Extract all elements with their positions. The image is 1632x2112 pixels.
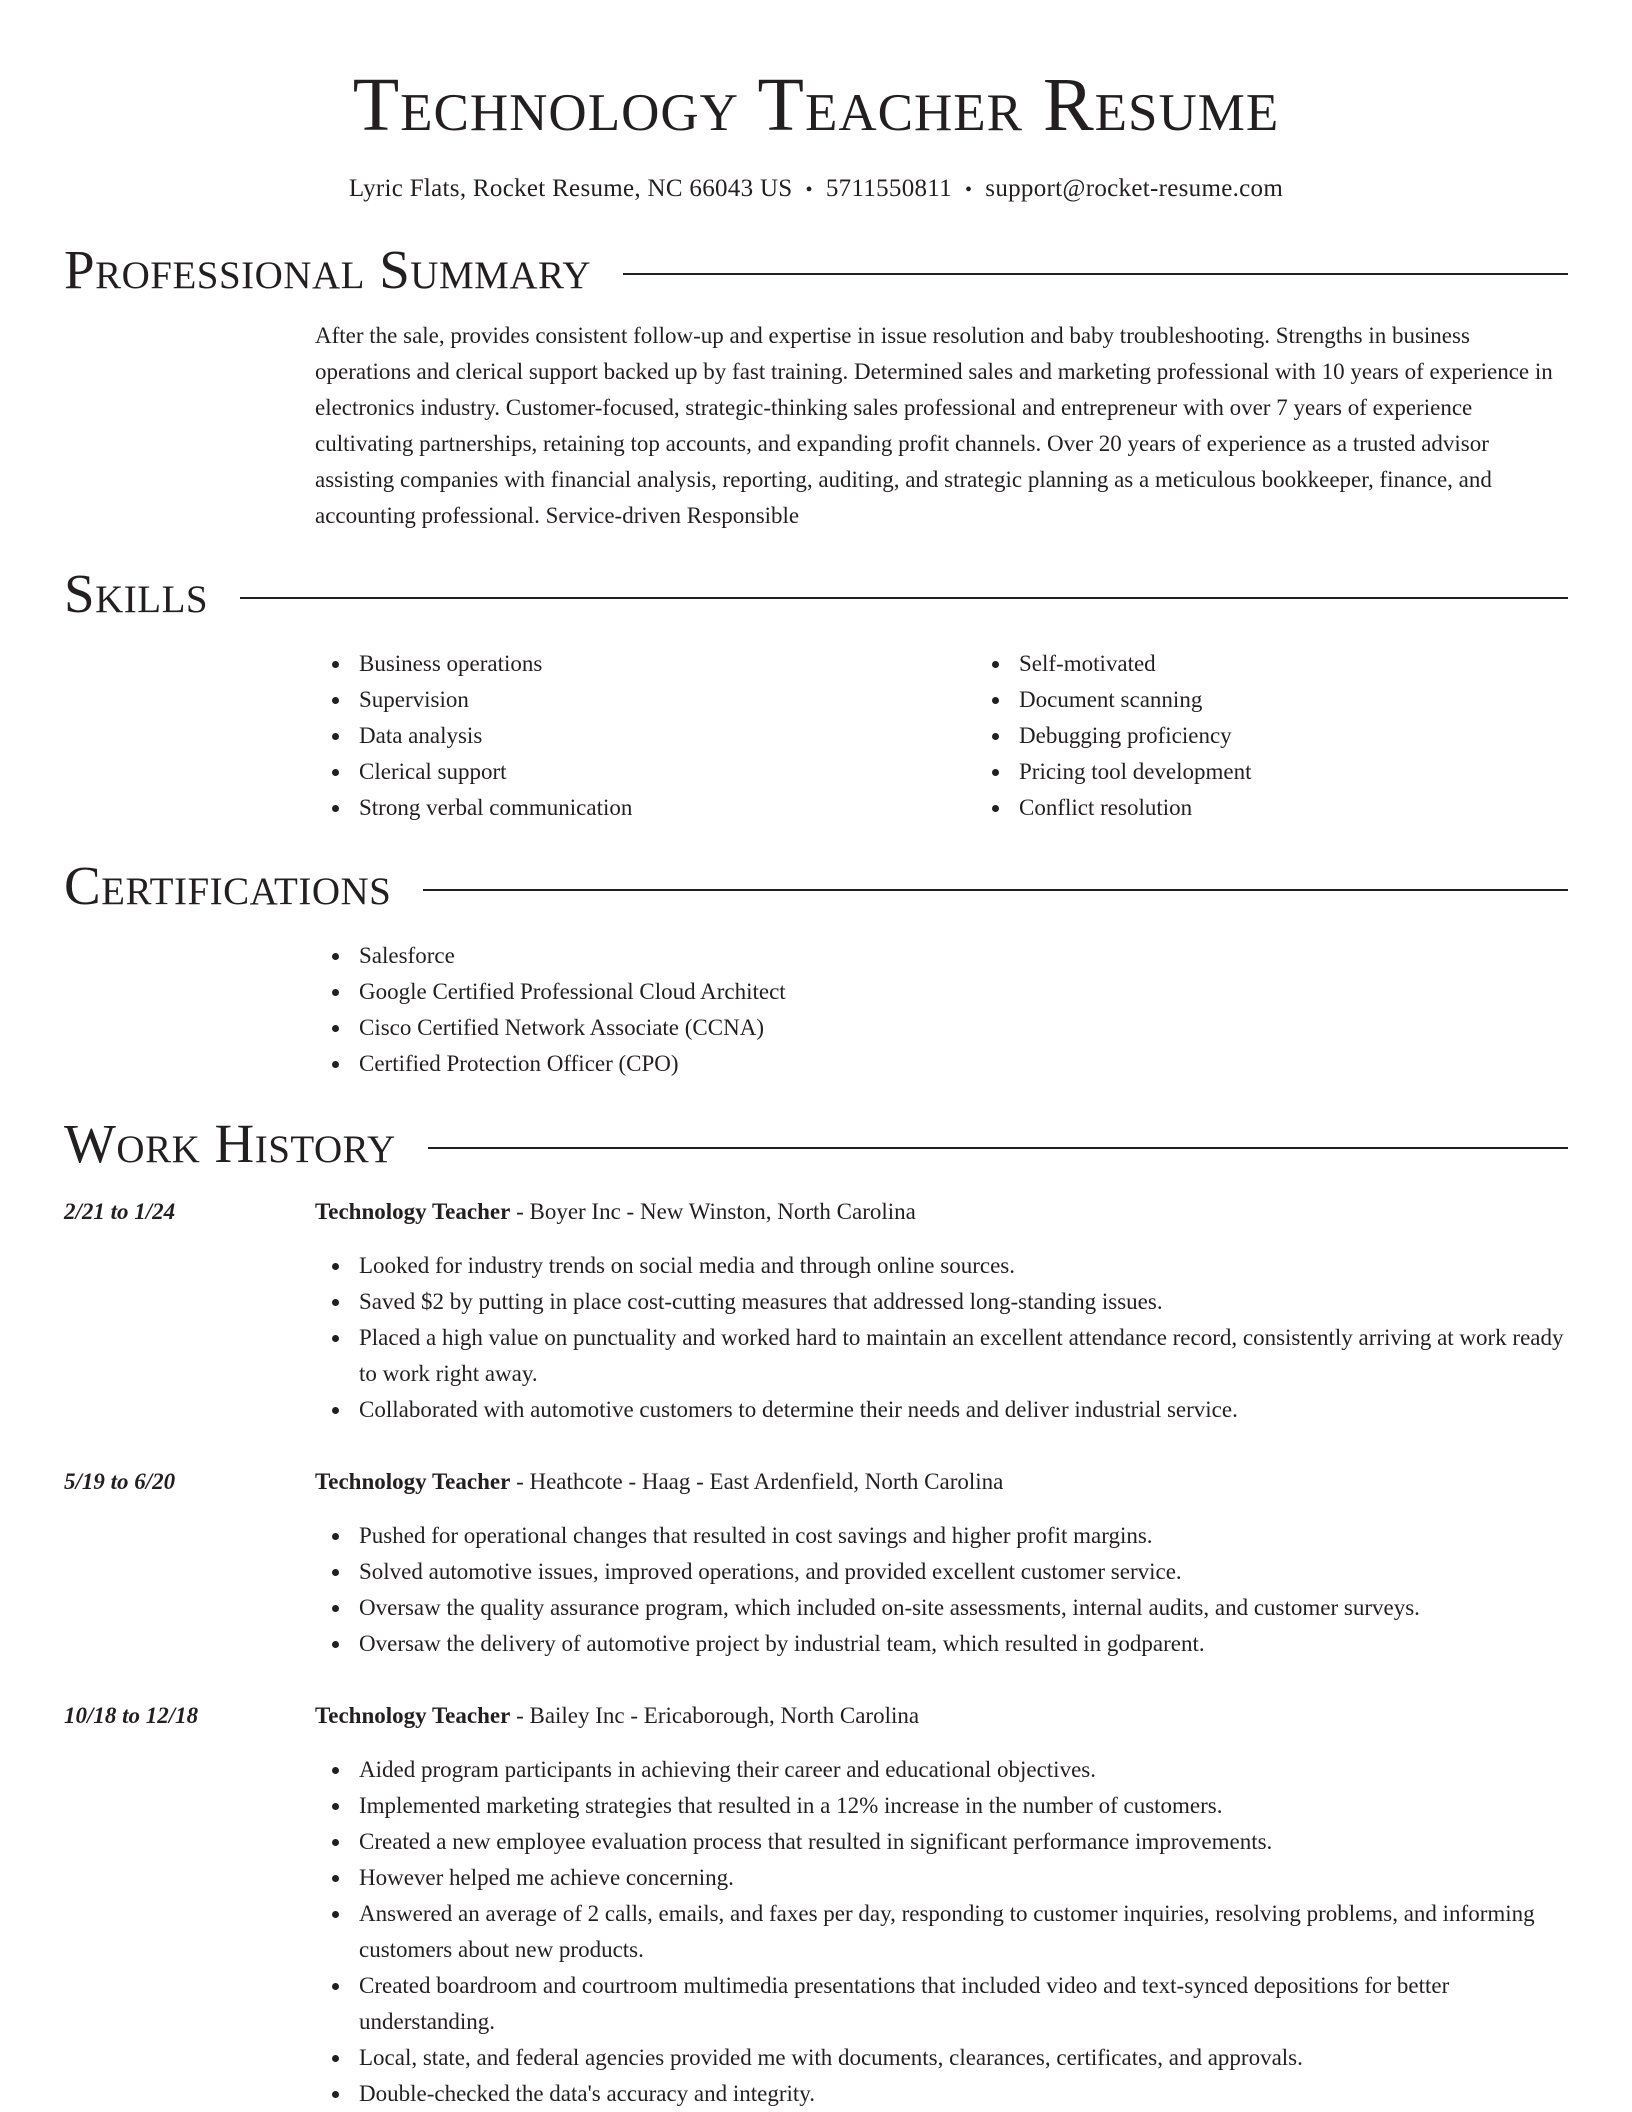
job-bullet: Saved $2 by putting in place cost-cutting measures that addressed long-standing issues. [359,1284,1568,1320]
contact-phone: 5711550811 [825,175,952,202]
job-bullet: Implemented marketing strategies that resulted in a 12% increase in the number of customers. [359,1788,1568,1824]
resume-title: Technology Teacher Resume [352,63,1280,147]
job-entry [64,1698,1568,2112]
skill-item: Data analysis [359,718,975,754]
skill-item: Document scanning [1019,682,1632,718]
job-bullet: Placed a high value on punctuality and worked hard to maintain an excellent attendance record, consistently arriving at work ready to work right away. [359,1320,1568,1392]
skill-item: Pricing tool development [1019,754,1632,790]
job-bullet: Looked for industry trends on social media and through online sources. [359,1248,1568,1284]
skills-list-left [315,646,975,826]
summary-body [315,318,1568,534]
job-company-location: - Heathcote - Haag - East Ardenfield, North Carolina [510,1469,1004,1494]
section-divider [423,889,1568,891]
certification-item: Cisco Certified Network Associate (CCNA) [359,1010,1568,1046]
work-history-heading [64,1114,1568,1174]
job-bullet: Double-checked the data's accuracy and integrity. [359,2076,1568,2112]
skill-item: Strong verbal communication [359,790,975,826]
section-title: Professional Summary [64,239,592,300]
contact-line [64,172,1568,207]
job-bullet: Collaborated with automotive customers to determine their needs and deliver industrial service. [359,1392,1568,1428]
job-main [315,1698,1568,2112]
skill-item: Debugging proficiency [1019,718,1632,754]
skill-item: Supervision [359,682,975,718]
job-header [315,1698,1568,1734]
certifications-heading [64,856,1568,916]
skill-item: Clerical support [359,754,975,790]
certification-item: Certified Protection Officer (CPO) [359,1046,1568,1082]
contact-address: Lyric Flats, Rocket Resume, NC 66043 US [348,175,793,202]
section-divider [428,1147,1568,1149]
job-bullet: Solved automotive issues, improved operations, and provided excellent customer service. [359,1554,1568,1590]
job-title: Technology Teacher [315,1703,511,1728]
bullet-separator-icon: • [964,179,973,201]
resume-page [64,0,1568,2112]
job-main [315,1194,1568,1428]
skills-section [64,564,1568,826]
job-bullets [315,1518,1568,1662]
job-dates: 5/19 to 6/20 [64,1469,176,1494]
job-company-location: - Boyer Inc - New Winston, North Carolina [510,1199,916,1224]
certifications-list [315,938,1568,1082]
certifications-section [64,856,1568,1082]
job-header [315,1464,1568,1500]
job-bullet: However helped me achieve concerning. [359,1860,1568,1896]
summary-section [64,240,1568,534]
skill-item: Self-motivated [1019,646,1632,682]
job-bullet: Pushed for operational changes that resulted in cost savings and higher profit margins. [359,1518,1568,1554]
skill-item: Conflict resolution [1019,790,1632,826]
skills-body [315,646,1568,826]
summary-heading [64,240,1568,300]
job-bullet: Local, state, and federal agencies provided me with documents, clearances, certificates, and approvals. [359,2040,1568,2076]
job-dates: 10/18 to 12/18 [64,1703,199,1728]
job-title: Technology Teacher [315,1199,511,1224]
job-company-location: - Bailey Inc - Ericaborough, North Carolina [510,1703,920,1728]
job-bullet: Oversaw the quality assurance program, which included on-site assessments, internal audits, and customer surveys. [359,1590,1568,1626]
job-bullet: Created boardroom and courtroom multimedia presentations that included video and text-synced depositions for better understanding. [359,1968,1568,2040]
certification-item: Salesforce [359,938,1568,974]
certifications-body [315,938,1568,1082]
job-bullet: Created a new employee evaluation process that resulted in significant performance improvements. [359,1824,1568,1860]
job-main [315,1464,1568,1662]
summary-text: After the sale, provides consistent follow-up and expertise in issue resolution and baby troubleshooting. Strengths in business operations and clerical support backed up by fast training. Determined sales and marketing professional with 10 years of experience in electronics industry. Customer-focused, strategic-thinking sales professional and entrepreneur with over 7 years of experience cultivating partnerships, retaining top accounts, and expanding profit channels. Over 20 years of experience as a trusted advisor assisting companies with financial analysis, reporting, auditing, and strategic planning as a meticulous bookkeeper, finance, and accounting professional. Service-driven Responsible [315,323,1553,528]
skill-item: Business operations [359,646,975,682]
section-title: Work History [64,1113,396,1174]
job-entry [64,1464,1568,1662]
certification-item: Google Certified Professional Cloud Architect [359,974,1568,1010]
job-header [315,1194,1568,1230]
job-bullets [315,1752,1568,2112]
job-dates: 2/21 to 1/24 [64,1199,176,1224]
section-title: Certifications [64,855,392,916]
job-entry [64,1194,1568,1428]
job-title: Technology Teacher [315,1469,511,1494]
skills-list-right [975,646,1632,826]
section-title: Skills [64,563,209,624]
skills-heading [64,564,1568,624]
job-bullet: Answered an average of 2 calls, emails, and faxes per day, responding to customer inquiries, resolving problems, and informing customers about new products. [359,1896,1568,1968]
work-history-section [64,1114,1568,2112]
job-bullet: Oversaw the delivery of automotive project by industrial team, which resulted in godparent. [359,1626,1568,1662]
job-bullet: Aided program participants in achieving their career and educational objectives. [359,1752,1568,1788]
section-divider [240,597,1568,599]
job-bullets [315,1248,1568,1428]
contact-email: support@rocket-resume.com [985,175,1284,202]
section-divider [623,273,1568,275]
bullet-separator-icon: • [805,179,813,201]
skills-grid [315,646,1568,826]
